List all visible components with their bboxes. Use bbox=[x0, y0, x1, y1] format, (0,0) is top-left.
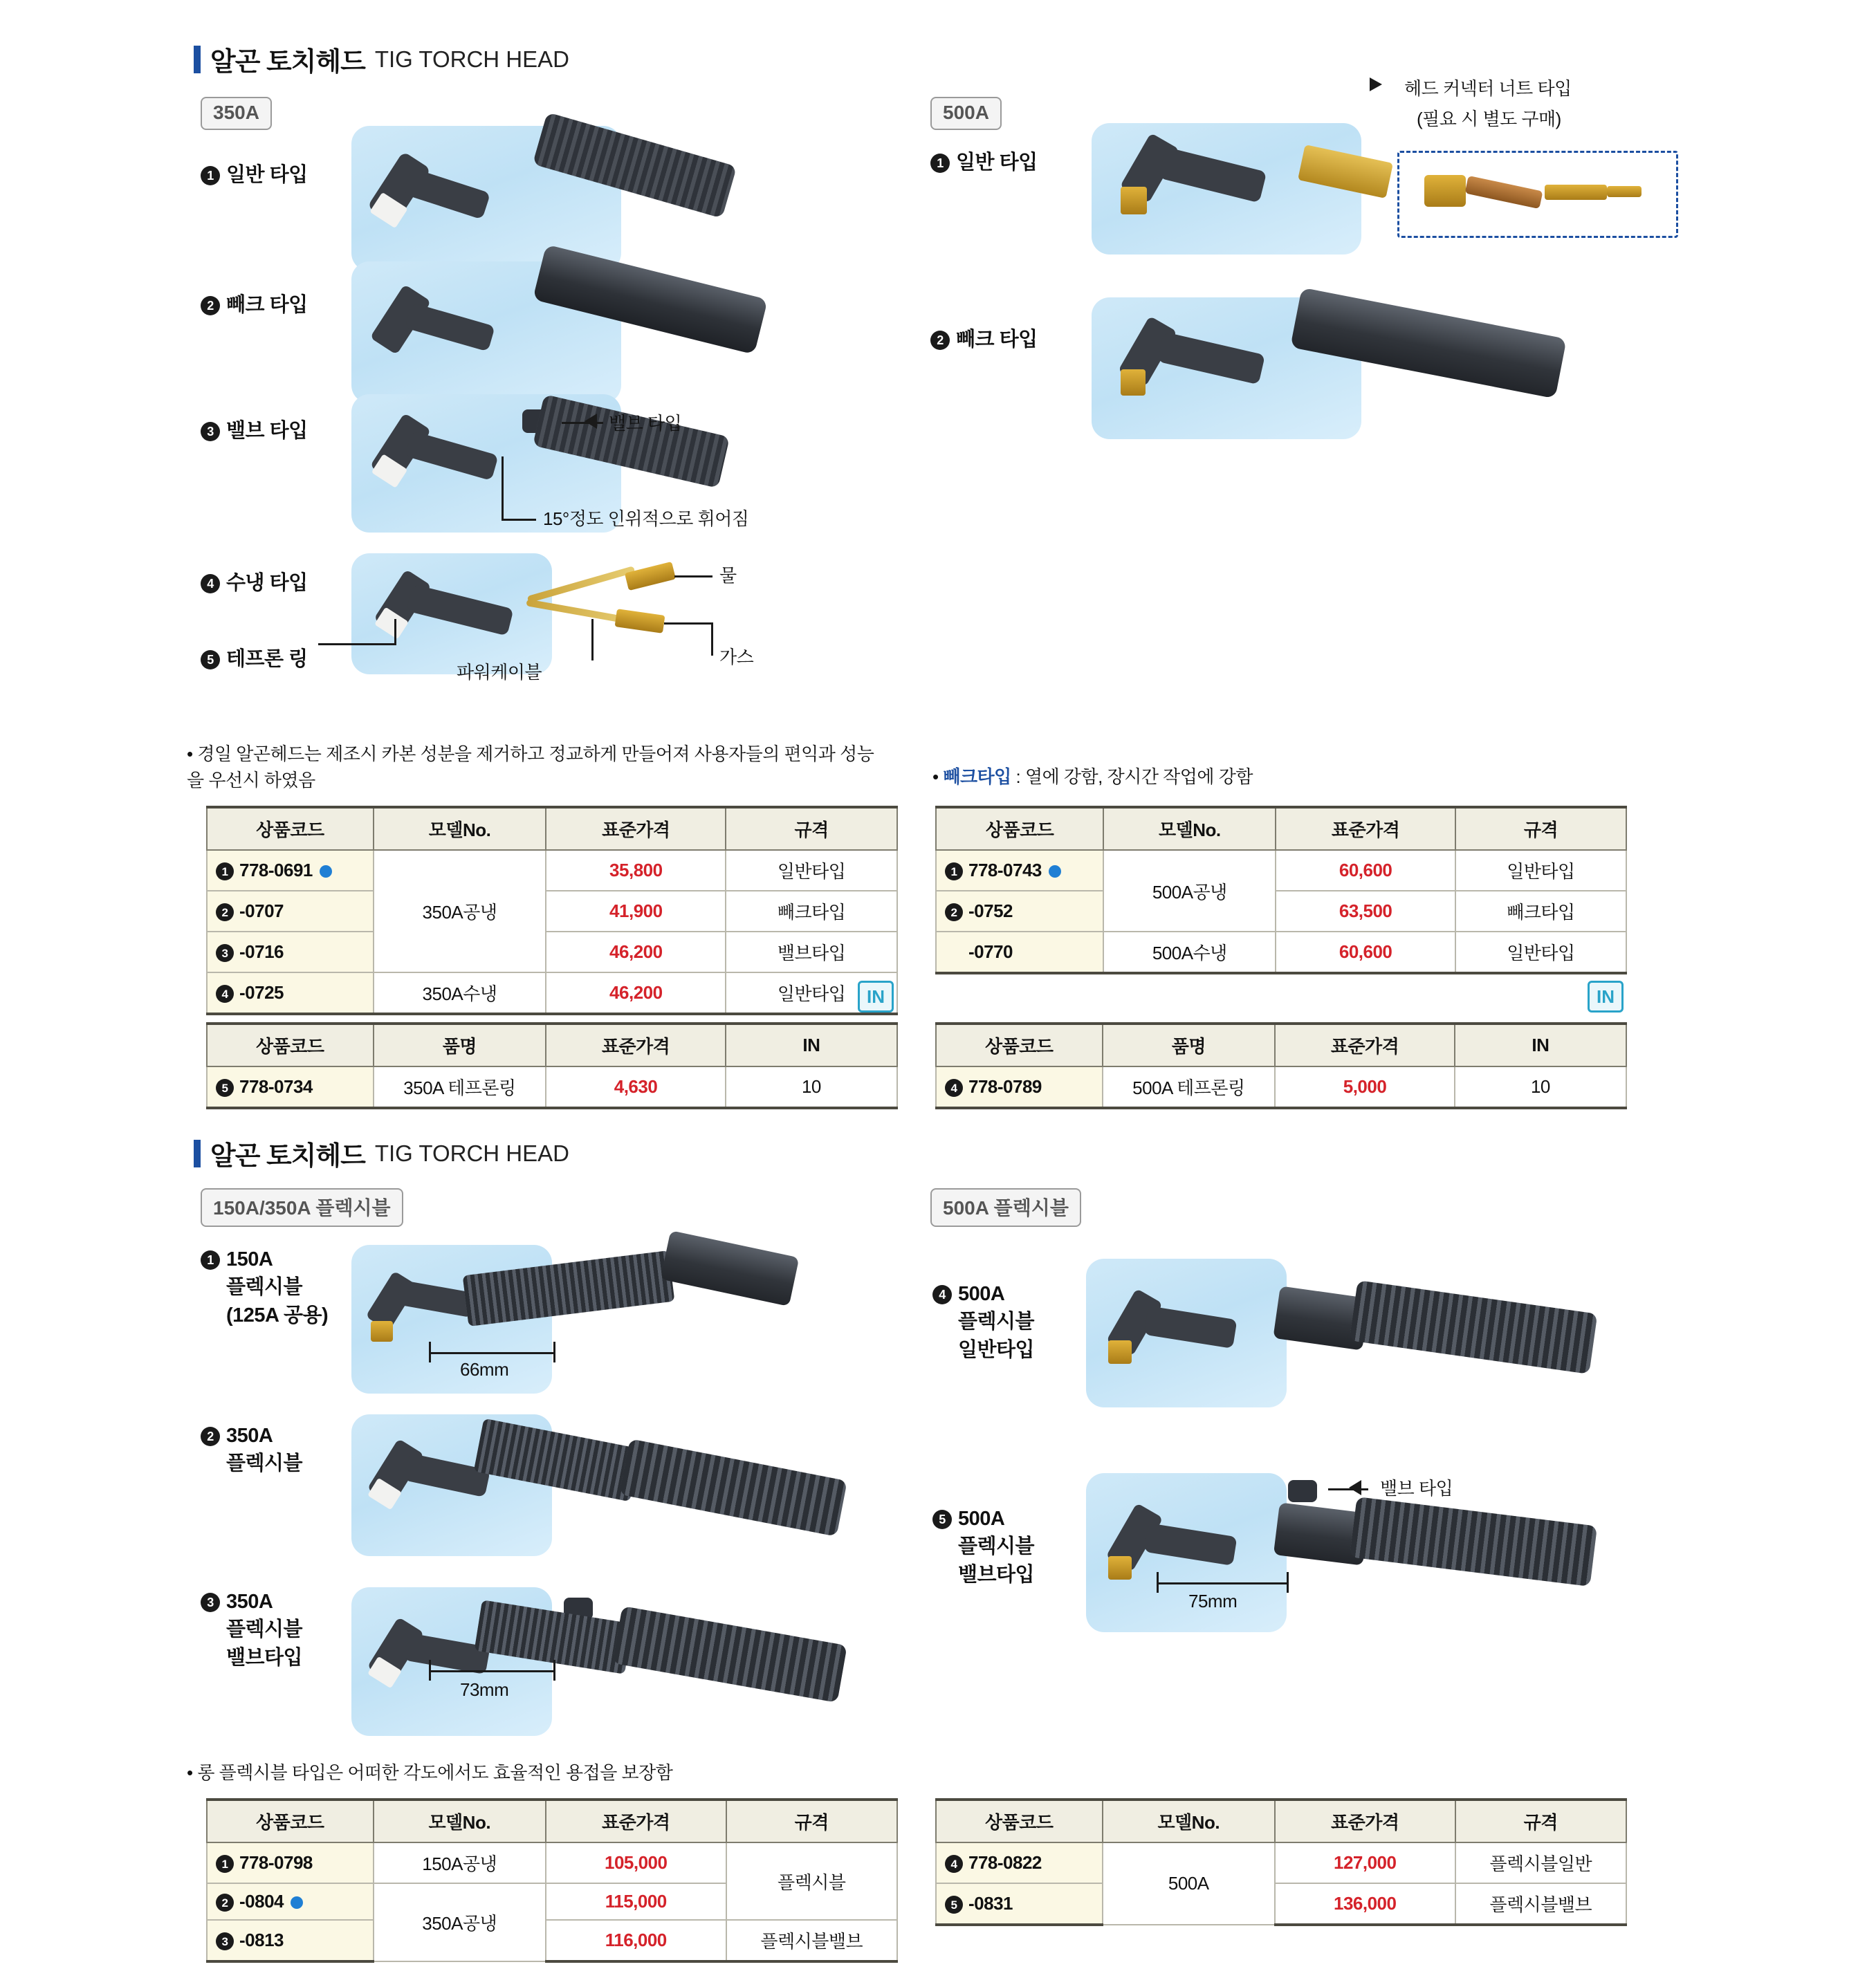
th-spec: 규격 bbox=[726, 807, 897, 850]
cell-price: 41,900 bbox=[546, 891, 726, 932]
dim-line bbox=[1157, 1582, 1288, 1584]
cell-price: 60,600 bbox=[1276, 850, 1455, 891]
leader-line bbox=[502, 456, 504, 520]
th-code: 상품코드 bbox=[207, 1800, 374, 1842]
item-number: 1 bbox=[201, 166, 220, 185]
in-badge-left: IN bbox=[858, 981, 894, 1013]
item-label-sub2: 밸브타입 bbox=[958, 1564, 1035, 1586]
item-flex-3 bbox=[201, 1591, 302, 1670]
th-code: 상품코드 bbox=[936, 1800, 1103, 1842]
leader-line bbox=[1328, 1488, 1368, 1490]
dim-tick bbox=[1287, 1572, 1289, 1593]
photo-flex-500a-valve bbox=[1086, 1473, 1287, 1632]
table-row bbox=[936, 891, 1626, 932]
item-350a-4 bbox=[201, 567, 308, 595]
valve-knob bbox=[1288, 1480, 1317, 1502]
cell-model: 500A bbox=[1103, 1842, 1275, 1925]
cell-code: 3 -0813 bbox=[207, 1920, 374, 1961]
pill-350a: 350A bbox=[201, 97, 272, 130]
cell-price: 63,500 bbox=[1276, 891, 1455, 932]
pill-500a-flex: 500A 플렉시블 bbox=[930, 1188, 1081, 1227]
leader-line bbox=[562, 422, 603, 424]
cell-code: 5 778-0734 bbox=[207, 1066, 374, 1108]
cell-spec: 일반타입 bbox=[1455, 850, 1626, 891]
cell-code: 4 778-0789 bbox=[936, 1066, 1103, 1108]
item-label-text: 350A bbox=[226, 1591, 273, 1613]
cell-spec: 일반타입 bbox=[1455, 932, 1626, 973]
in-badge-right: IN bbox=[1588, 981, 1624, 1013]
arrow-icon bbox=[585, 414, 597, 429]
item-350a-3 bbox=[201, 415, 308, 443]
brass-nozzle bbox=[1121, 187, 1147, 214]
th-model: 모델No. bbox=[1103, 1800, 1275, 1842]
blue-dot-icon bbox=[320, 865, 332, 878]
item-500a-2 bbox=[930, 324, 1038, 352]
table-flex-500a bbox=[935, 1798, 1627, 1926]
item-label-sub2: (125A 공용) bbox=[226, 1304, 329, 1327]
cell-code: 5 -0831 bbox=[936, 1883, 1103, 1925]
table-header-row bbox=[207, 1024, 897, 1066]
cell-code: -0770 bbox=[936, 932, 1103, 973]
th-model: 모델No. bbox=[1103, 807, 1276, 850]
pill-500a: 500A bbox=[930, 97, 1002, 130]
item-number: 1 bbox=[201, 1250, 220, 1270]
arrow-icon bbox=[1370, 77, 1382, 91]
item-label-text: 500A bbox=[958, 1283, 1005, 1305]
section2-title-ko: 알곤 토치헤드 bbox=[210, 1142, 365, 1171]
table-350a-main bbox=[206, 806, 898, 1015]
item-flex-4 bbox=[932, 1283, 1034, 1362]
item-label-sub1: 플렉시블 bbox=[958, 1311, 1035, 1333]
cell-model: 350A공냉 bbox=[374, 850, 546, 972]
th-price: 표준가격 bbox=[546, 807, 726, 850]
th-spec: 규격 bbox=[1455, 1800, 1626, 1842]
cell-code: 2 -0752 bbox=[936, 891, 1103, 932]
flex-grip-350a bbox=[619, 1439, 847, 1537]
item-500a-1 bbox=[930, 147, 1038, 175]
item-label-sub2: 일반타입 bbox=[958, 1339, 1035, 1361]
cell-price: 105,000 bbox=[546, 1842, 726, 1883]
table-row bbox=[936, 1842, 1626, 1883]
th-model: 모델No. bbox=[374, 1800, 546, 1842]
item-number: 2 bbox=[201, 1427, 220, 1446]
table-flex-150a-350a bbox=[206, 1798, 898, 1963]
cell-price: 5,000 bbox=[1275, 1066, 1455, 1108]
cell-spec: 일반타입 bbox=[726, 972, 897, 1014]
cell-spec: 플렉시블 bbox=[726, 1842, 897, 1920]
item-label-sub1: 플렉시블 bbox=[226, 1452, 303, 1475]
photo-flex-500a bbox=[1086, 1259, 1287, 1407]
item-number: 3 bbox=[201, 1593, 220, 1612]
blue-dot-icon bbox=[1049, 865, 1061, 878]
item-label-text: 350A bbox=[226, 1425, 273, 1447]
th-model: 모델No. bbox=[374, 807, 546, 850]
cell-code: 2 -0707 bbox=[207, 891, 374, 932]
table-header-row bbox=[936, 1800, 1626, 1842]
dim-line bbox=[429, 1352, 553, 1354]
item-label-text: 밸브 타입 bbox=[226, 420, 308, 442]
item-350a-2 bbox=[201, 289, 308, 317]
dim-tick bbox=[429, 1342, 431, 1362]
photo-500a-general bbox=[1092, 123, 1361, 255]
callout-water: 물 bbox=[719, 565, 737, 586]
cell-name: 500A 테프론링 bbox=[1103, 1066, 1276, 1108]
th-price: 표준가격 bbox=[1276, 807, 1455, 850]
item-number: 5 bbox=[201, 650, 220, 669]
cell-model: 150A공냉 bbox=[374, 1842, 546, 1883]
arrow-icon bbox=[1349, 1480, 1361, 1495]
pill-150a-350a-flex: 150A/350A 플렉시블 bbox=[201, 1188, 403, 1227]
dim-73mm: 73mm bbox=[460, 1679, 509, 1700]
th-price: 표준가격 bbox=[546, 1024, 726, 1066]
cell-spec: 플렉시블밸브 bbox=[726, 1920, 897, 1961]
connector-dashed-box bbox=[1397, 151, 1678, 238]
item-label-text: 빼크 타입 bbox=[226, 294, 308, 316]
callout-valve-type: 밸브 타입 bbox=[609, 413, 682, 434]
callout-bend-angle: 15°정도 인위적으로 휘어짐 bbox=[543, 508, 749, 529]
item-label-text: 수냉 타입 bbox=[226, 572, 308, 594]
flex-grip-500a bbox=[1350, 1280, 1598, 1374]
section2-title-en: TIG TORCH HEAD bbox=[374, 1140, 569, 1166]
note-left-1: • 경일 알곤헤드는 제조시 카본 성분을 제거하고 정교하게 만들어져 사용자들의 편익과 성능을 우선시 하였음 bbox=[187, 743, 874, 791]
cell-name: 350A 테프론링 bbox=[374, 1066, 546, 1108]
table-row bbox=[207, 1920, 897, 1961]
dim-75mm: 75mm bbox=[1188, 1591, 1238, 1611]
item-number: 4 bbox=[932, 1285, 952, 1304]
th-code: 상품코드 bbox=[207, 807, 374, 850]
item-flex-2 bbox=[201, 1425, 302, 1476]
item-number: 2 bbox=[930, 331, 950, 350]
note-emphasis: 빼크타입 bbox=[943, 766, 1011, 787]
table-header-row bbox=[936, 1024, 1626, 1066]
item-label-text: 150A bbox=[226, 1248, 273, 1270]
callout-valve-type-500a: 밸브 타입 bbox=[1380, 1478, 1453, 1499]
water-fitting bbox=[625, 562, 676, 591]
th-code: 상품코드 bbox=[207, 1024, 374, 1066]
item-number: 3 bbox=[201, 422, 220, 441]
cell-spec: 빼크타입 bbox=[726, 891, 897, 932]
callout-connector-line2: (필요 시 별도 구매) bbox=[1417, 109, 1561, 129]
cell-spec: 밸브타입 bbox=[726, 932, 897, 972]
item-label-text: 일반 타입 bbox=[226, 164, 308, 186]
table-row bbox=[936, 850, 1626, 891]
table-header-row bbox=[207, 807, 897, 850]
callout-connector-line1: 헤드 커넥터 너트 타입 bbox=[1404, 78, 1572, 99]
dim-tick bbox=[553, 1342, 555, 1362]
section1-title-en: TIG TORCH HEAD bbox=[374, 46, 569, 72]
section-accent-bar bbox=[194, 46, 201, 73]
dim-line bbox=[429, 1670, 553, 1672]
cell-price: 127,000 bbox=[1275, 1842, 1455, 1883]
leader-line bbox=[711, 622, 713, 656]
table-row bbox=[207, 1842, 897, 1883]
cell-model: 500A공냉 bbox=[1103, 850, 1276, 932]
table-header-row bbox=[936, 807, 1626, 850]
item-number: 5 bbox=[932, 1510, 952, 1529]
table-row bbox=[207, 932, 897, 972]
item-label-sub1: 플렉시블 bbox=[226, 1618, 303, 1640]
th-price: 표준가격 bbox=[1275, 1024, 1455, 1066]
th-code: 상품코드 bbox=[936, 807, 1103, 850]
th-code: 상품코드 bbox=[936, 1024, 1103, 1066]
th-name: 품명 bbox=[374, 1024, 546, 1066]
cell-code: 4 -0725 bbox=[207, 972, 374, 1014]
item-label-sub1: 플렉시블 bbox=[226, 1276, 303, 1298]
item-label-sub2: 밸브타입 bbox=[226, 1647, 303, 1669]
dim-tick bbox=[1157, 1572, 1159, 1593]
table-row bbox=[936, 1883, 1626, 1925]
section1-title-ko: 알곤 토치헤드 bbox=[210, 48, 365, 77]
cell-price: 115,000 bbox=[546, 1883, 726, 1920]
cell-spec: 플렉시블밸브 bbox=[1455, 1883, 1626, 1925]
table-350a-teflon bbox=[206, 1022, 898, 1109]
cell-price: 136,000 bbox=[1275, 1883, 1455, 1925]
table-row bbox=[207, 1066, 897, 1108]
leader-line bbox=[591, 619, 594, 660]
item-label-sub1: 플렉시블 bbox=[958, 1535, 1035, 1558]
item-label-text: 일반 타입 bbox=[956, 151, 1038, 174]
table-500a-main bbox=[935, 806, 1627, 974]
cell-price: 46,200 bbox=[546, 972, 726, 1014]
item-label-text: 테프론 링 bbox=[226, 648, 308, 670]
cell-code: 1 778-0691 bbox=[207, 850, 374, 891]
section2-heading bbox=[194, 1134, 569, 1172]
cell-model: 500A수냉 bbox=[1103, 932, 1276, 973]
th-price: 표준가격 bbox=[1275, 1800, 1455, 1842]
leader-line bbox=[394, 619, 396, 645]
leader-line bbox=[664, 622, 711, 625]
item-number: 4 bbox=[201, 574, 220, 593]
cell-price: 35,800 bbox=[546, 850, 726, 891]
cell-model: 350A수냉 bbox=[374, 972, 546, 1014]
cell-spec: 빼크타입 bbox=[1455, 891, 1626, 932]
th-price: 표준가격 bbox=[546, 1800, 726, 1842]
callout-power-cable: 파워케이블 bbox=[457, 662, 542, 683]
section-accent-bar bbox=[194, 1140, 201, 1167]
th-spec: 규격 bbox=[726, 1800, 897, 1842]
cell-model: 350A공냉 bbox=[374, 1883, 546, 1961]
blue-dot-icon bbox=[291, 1896, 303, 1909]
item-label-text: 빼크 타입 bbox=[956, 329, 1038, 351]
item-number: 1 bbox=[930, 154, 950, 173]
th-spec: 규격 bbox=[1455, 807, 1626, 850]
leader-line bbox=[502, 519, 536, 521]
table-row bbox=[207, 850, 897, 891]
cell-price: 4,630 bbox=[546, 1066, 726, 1108]
cell-code: 1 778-0743 bbox=[936, 850, 1103, 891]
dim-tick bbox=[429, 1660, 431, 1681]
cell-code: 3 -0716 bbox=[207, 932, 374, 972]
table-500a-teflon bbox=[935, 1022, 1627, 1109]
table-header-row bbox=[207, 1800, 897, 1842]
flex-grip-350a-valve bbox=[612, 1606, 847, 1703]
gas-fitting bbox=[615, 609, 665, 633]
dim-tick bbox=[553, 1660, 555, 1681]
th-in: IN bbox=[1455, 1024, 1626, 1066]
leader-line bbox=[674, 575, 712, 577]
flex-tube-150a bbox=[661, 1230, 800, 1306]
cell-price: 60,600 bbox=[1276, 932, 1455, 973]
note-left-2: • 롱 플렉시블 타입은 어떠한 각도에서도 효율적인 용접을 보장함 bbox=[187, 1762, 673, 1783]
cell-price: 116,000 bbox=[546, 1920, 726, 1961]
item-flex-1 bbox=[201, 1248, 328, 1328]
dim-66mm: 66mm bbox=[460, 1359, 509, 1380]
item-350a-1 bbox=[201, 159, 308, 187]
cell-price: 46,200 bbox=[546, 932, 726, 972]
leader-line bbox=[318, 643, 394, 645]
cell-code: 4 778-0822 bbox=[936, 1842, 1103, 1883]
cell-code: 2 -0804 bbox=[207, 1883, 374, 1920]
note-right-1: • 빼크타입 : 열에 강함, 장시간 작업에 강함 bbox=[932, 766, 1253, 787]
item-flex-5 bbox=[932, 1508, 1034, 1587]
flex-grip-500a-valve bbox=[1350, 1497, 1597, 1587]
cell-spec: 일반타입 bbox=[726, 850, 897, 891]
cell-in: 10 bbox=[726, 1066, 897, 1108]
th-name: 품명 bbox=[1103, 1024, 1276, 1066]
photo-350a-water bbox=[351, 553, 552, 674]
th-in: IN bbox=[726, 1024, 897, 1066]
table-row bbox=[936, 932, 1626, 973]
table-row bbox=[207, 891, 897, 932]
callout-gas: 가스 bbox=[719, 647, 754, 667]
cell-spec: 플렉시블일반 bbox=[1455, 1842, 1626, 1883]
item-label-text: 500A bbox=[958, 1508, 1005, 1530]
item-number: 2 bbox=[201, 296, 220, 315]
table-row bbox=[936, 1066, 1626, 1108]
table-row bbox=[207, 972, 897, 1014]
cell-in: 10 bbox=[1455, 1066, 1626, 1108]
item-350a-5 bbox=[201, 643, 308, 672]
section1-heading bbox=[194, 40, 569, 78]
cell-code: 1 778-0798 bbox=[207, 1842, 374, 1883]
